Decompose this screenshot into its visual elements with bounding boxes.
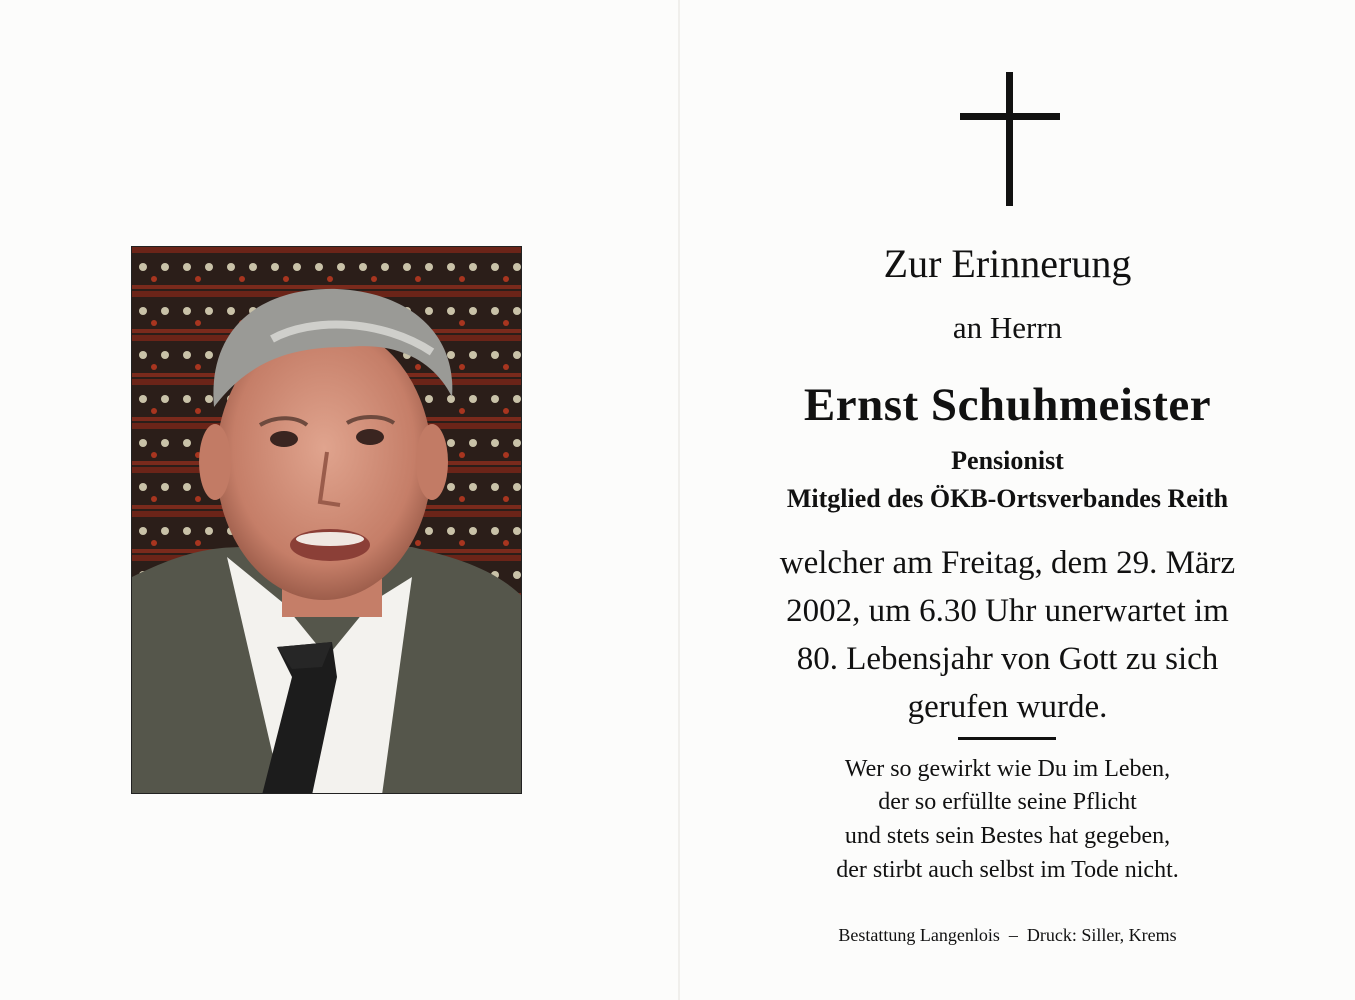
verse-line: der stirbt auch selbst im Tode nicht. — [836, 857, 1179, 883]
membership: Mitglied des ÖKB-Ortsverbandes Reith — [786, 484, 1229, 513]
footer-credits: Bestattung Langenlois – Druck: Siller, Krems — [838, 925, 1177, 945]
occupation: Pensionist — [951, 446, 1064, 475]
body-line: 2002, um 6.30 Uhr unerwartet im — [786, 593, 1229, 629]
verse-line: der so erfüllte seine Pflicht — [878, 789, 1137, 815]
divider — [958, 737, 1056, 740]
body-line: welcher am Freitag, dem 29. März — [779, 545, 1236, 581]
portrait-photo — [131, 246, 522, 794]
verse-line: und stets sein Bestes hat gegeben, — [844, 823, 1171, 849]
cross-icon — [960, 72, 1060, 206]
heading: Zur Erinnerung — [883, 241, 1132, 286]
deceased-name: Ernst Schuhmeister — [803, 379, 1212, 431]
verse-line: Wer so gewirkt wie Du im Leben, — [844, 756, 1171, 782]
body-line: gerufen wurde. — [907, 689, 1108, 725]
body-line: 80. Lebensjahr von Gott zu sich — [796, 641, 1219, 677]
salutation: an Herrn — [952, 310, 1063, 345]
portrait-illustration — [132, 247, 522, 794]
right-panel — [680, 0, 1355, 1000]
